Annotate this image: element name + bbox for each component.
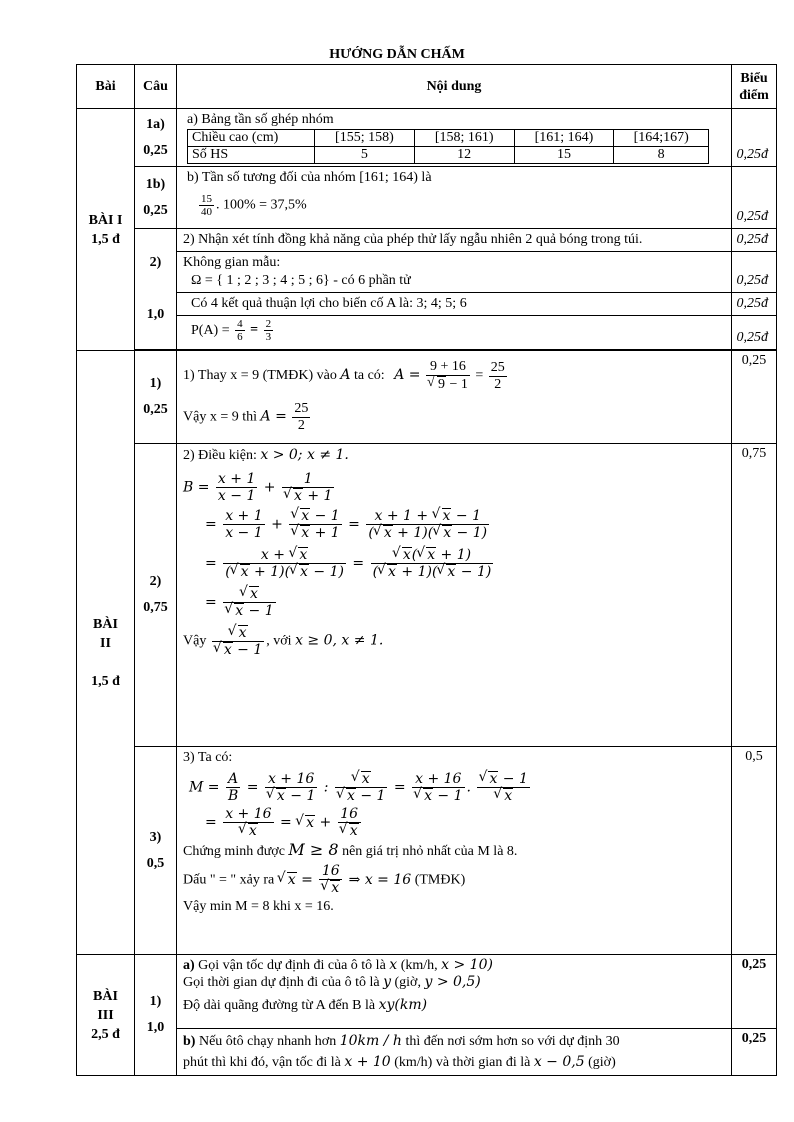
text: 3) Ta có: [183,750,233,765]
text: a) [183,958,195,973]
favorable-outcomes: Có 4 kết quả thuận lợi cho biến cố A là: 3; 4; 5; 6 [191,296,467,311]
content-1-2-line1: 2) Nhận xét tính đồng khả năng của phép thử lấy ngẫu nhiên 2 quả bóng trong túi. [177,229,732,252]
fraction [292,401,310,434]
content-1-2-line4: P(A) = $\frac{4}{6}$ = $\frac{2}{3}$ [177,316,732,350]
text: Độ dài quãng đường từ A đến B là [183,998,376,1013]
cau-1b [135,167,177,229]
cau-1b-label: 1b) [145,176,166,192]
text: ta có: [353,368,385,384]
table-row [77,747,777,955]
content-1a [177,109,732,167]
denominator: 3 [265,331,272,343]
math: xy(km) [378,997,428,1013]
bai-2-title: BÀI [93,616,118,632]
header-bieudiem-text: Biểu điểm [739,70,769,103]
cau-3-1-points: 1,0 [146,1020,165,1035]
text: 2) Điều kiện: [183,448,257,463]
fraction [264,318,274,343]
text: nên giá trị nhỏ nhất của M là 8. [342,844,518,859]
score-1b: 0,25đ [732,167,777,229]
condition: x ≥ 0, x ≠ 1. [295,632,384,649]
text: x = 9 (TMĐK) vào [230,368,337,384]
sample-space-value: Ω = { 1 ; 2 ; 3 ; 4 ; 5 ; 6} - có 6 phần tử [191,273,411,288]
math: M ≥ 8 [288,840,339,859]
math: y [383,974,391,990]
numerator: 25 [490,359,505,375]
content-3-1a [177,955,732,1029]
cau-1a [135,109,177,167]
content-2-3: 3) Ta có: M = $\frac{A}{B}$ = x + 16 √ x − 1 : √ x √ x − 1 = x + 16 √ x − 1 . √ x − 1 √ x = x + 16 √ x = √ x + 16 √ x Chứng minh được M ≥ 8 nên giá trị nhỏ nhất của M là 8. Dấu " = " xảy ra √ x = 16 √ x ⇒ x = 16 (TMĐK) Vậy min M = 8 khi x = 16. [177,747,732,955]
probability-label: P(A) = [191,322,230,338]
cau-1-2-points: 1,0 [146,307,165,322]
cau-2-1 [135,351,177,444]
cau-2-2-label: 2) [149,574,162,589]
frequency-table [187,129,709,164]
numerator: 25 [294,401,309,416]
bai-2-label [77,351,135,955]
freq-cell: 8 [614,147,709,164]
content-3-1b [177,1029,732,1076]
text: (giờ) [588,1055,616,1070]
score-1-2-3: 0,25đ [732,293,777,316]
cau-1a-points: 0,25 [143,142,168,158]
fraction [235,318,245,343]
numerator: 4 [237,318,243,330]
cau-1-2-label: 2) [149,255,162,270]
fraction [426,359,470,393]
table-row [77,252,777,293]
radicand: √ 9 [437,376,446,392]
text: b) [183,1034,196,1049]
numerator: 9 + 16 [426,359,470,376]
freq-header: Chiều cao (cm) [188,130,315,147]
text: Vậy min M = 8 khi x = 16. [183,899,334,914]
score-3-1a: 0,25 [732,955,777,1029]
text: (giờ, [394,975,421,990]
bai-1-label [77,109,135,351]
score-1-2-2: 0,25đ [732,252,777,293]
score-2-3: 0,5 [732,747,777,955]
text: x = 9 [209,409,239,425]
cau-1b-points: 0,25 [143,202,168,218]
fraction [489,360,507,393]
text: 1) Thay [183,368,227,384]
numerator: 15 [201,193,212,205]
table-header [77,65,777,109]
text: Dấu " = " xảy ra [183,872,275,888]
math: 10km / h [339,1033,402,1049]
cau-1-2 [135,229,177,350]
denominator: 40 [201,206,212,218]
bai-3-title: BÀI [93,988,118,1004]
content-2-1: 1) Thay x = 9 (TMĐK) vào A ta có: A = 9 + 16 √ 9 − 1 = $\frac{25}{2}$ Vậy x = 9 thì A = $\frac{25}{2}$ [177,351,732,444]
text: Vậy [183,633,207,649]
table-row [77,1029,777,1076]
bai-3-number: III [97,1007,114,1023]
bai-3-points: 2,5 đ [91,1026,120,1042]
denominator: 2 [494,376,502,392]
grading-table [76,64,777,1076]
text: (TMĐK) [414,872,466,888]
text: phút thì khi đó, vận tốc đi là [183,1055,341,1070]
table-row [77,293,777,316]
table-row [77,229,777,252]
content-1-2-line3 [177,293,732,316]
math: x + 10 [344,1054,391,1070]
freq-cell: 5 [315,147,415,164]
math: y > 0,5) [424,974,481,990]
page-title: HƯỚNG DẪN CHẤM [329,47,465,62]
text: (km/h) và thời gian đi là [394,1055,531,1070]
text: Vậy [183,409,207,425]
denominator: 6 [237,331,243,343]
bai-2-points: 1,5 đ [91,673,120,689]
bai-1-points: 1,5 đ [91,231,120,247]
cau-2-3 [135,747,177,955]
cau-2-3-label: 3) [149,829,162,845]
score-1-2-4: 0,25đ [732,316,777,350]
freq-cell: [164;167) [614,130,709,147]
cau-3-1 [135,955,177,1076]
score-1a: 0,25đ [732,109,777,167]
table-row [77,351,777,444]
header-bieudiem [732,65,777,109]
numerator: 2 [265,318,272,330]
cau-2-1-points: 0,25 [143,402,168,417]
table-row [77,955,777,1029]
cau-2-1-label: 1) [149,376,162,391]
cau-2-2-points: 0,75 [143,600,168,615]
content-1a-text: a) Bảng tần số ghép nhóm [187,112,334,127]
freq-cell: [158; 161) [414,130,514,147]
text: , với [266,633,292,649]
score-3-1b: 0,25 [732,1029,777,1076]
text: thì đến nơi sớm hơn so với dự định 30 [405,1034,620,1049]
math-var: A [340,367,351,384]
content-1b [177,167,732,229]
table-row [77,109,777,167]
bai-3-label [77,955,135,1076]
text: (km/h, [400,958,438,973]
math: x [389,957,398,973]
freq-cell: [161; 164) [514,130,614,147]
header-bai: Bài [77,65,135,109]
text: Gọi thời gian dự định đi của ô tô là [183,975,380,990]
score-2-2: 0,75 [732,444,777,747]
text: thì [242,409,258,425]
freq-header: Số HS [188,147,315,164]
score-2-1: 0,25 [732,351,777,444]
cau-2-3-points: 0,5 [146,855,165,871]
freq-cell: 12 [414,147,514,164]
table-row [77,167,777,229]
header-noidung: Nội dung [177,65,732,109]
denominator: 2 [297,418,305,433]
content-1b-result: . 100% = 37,5% [216,197,307,213]
table-row [77,316,777,350]
denominator: √ 9 − 1 [426,376,470,393]
math: x − 0,5 [533,1054,585,1070]
bai-2-number: II [100,635,111,651]
text: Nếu ôtô chạy nhanh hơn [198,1034,337,1049]
content-1-2-line2 [177,252,732,293]
freq-cell: 15 [514,147,614,164]
freq-cell: [155; 158) [315,130,415,147]
content-2-2: 2) Điều kiện: x > 0; x ≠ 1. B = $\frac{x + 1}{x - 1}$ + 1 √ x + 1 = $\frac{x + 1}{x - 1}$ + √ x − 1 √ x + 1 = $\frac{x + 1 + √ x - 1}{(√ x + 1)(√ x - 1)}$ = $\frac{x + √ x}{(√ x + 1)(√ x - 1)}$ = √ $\frac{x(√ x + 1)}{(√ x + 1)(√ x - 1)}$ = √ x √ x − 1 Vậy √ x √ x − 1 , với x ≥ 0, x ≠ 1. [177,444,732,747]
math: x > 10) [441,957,493,973]
score-1-2-1: 0,25đ [732,229,777,252]
text: Chứng minh được [183,844,285,859]
table-row [77,444,777,747]
header-cau: Câu [135,65,177,109]
cau-3-1-label: 1) [149,994,162,1009]
sample-space-label: Không gian mẫu: [183,255,281,270]
fraction [199,193,214,218]
condition: x > 0; x ≠ 1. [260,447,349,463]
text: Gọi vận tốc dự định đi của ô tô là [198,958,386,973]
content-1b-text: b) Tần số tương đối của nhóm [161; 164) là [187,170,432,185]
cau-2-2 [135,444,177,747]
cau-1a-label: 1a) [146,116,165,132]
bai-1-title: BÀI I [88,212,123,228]
